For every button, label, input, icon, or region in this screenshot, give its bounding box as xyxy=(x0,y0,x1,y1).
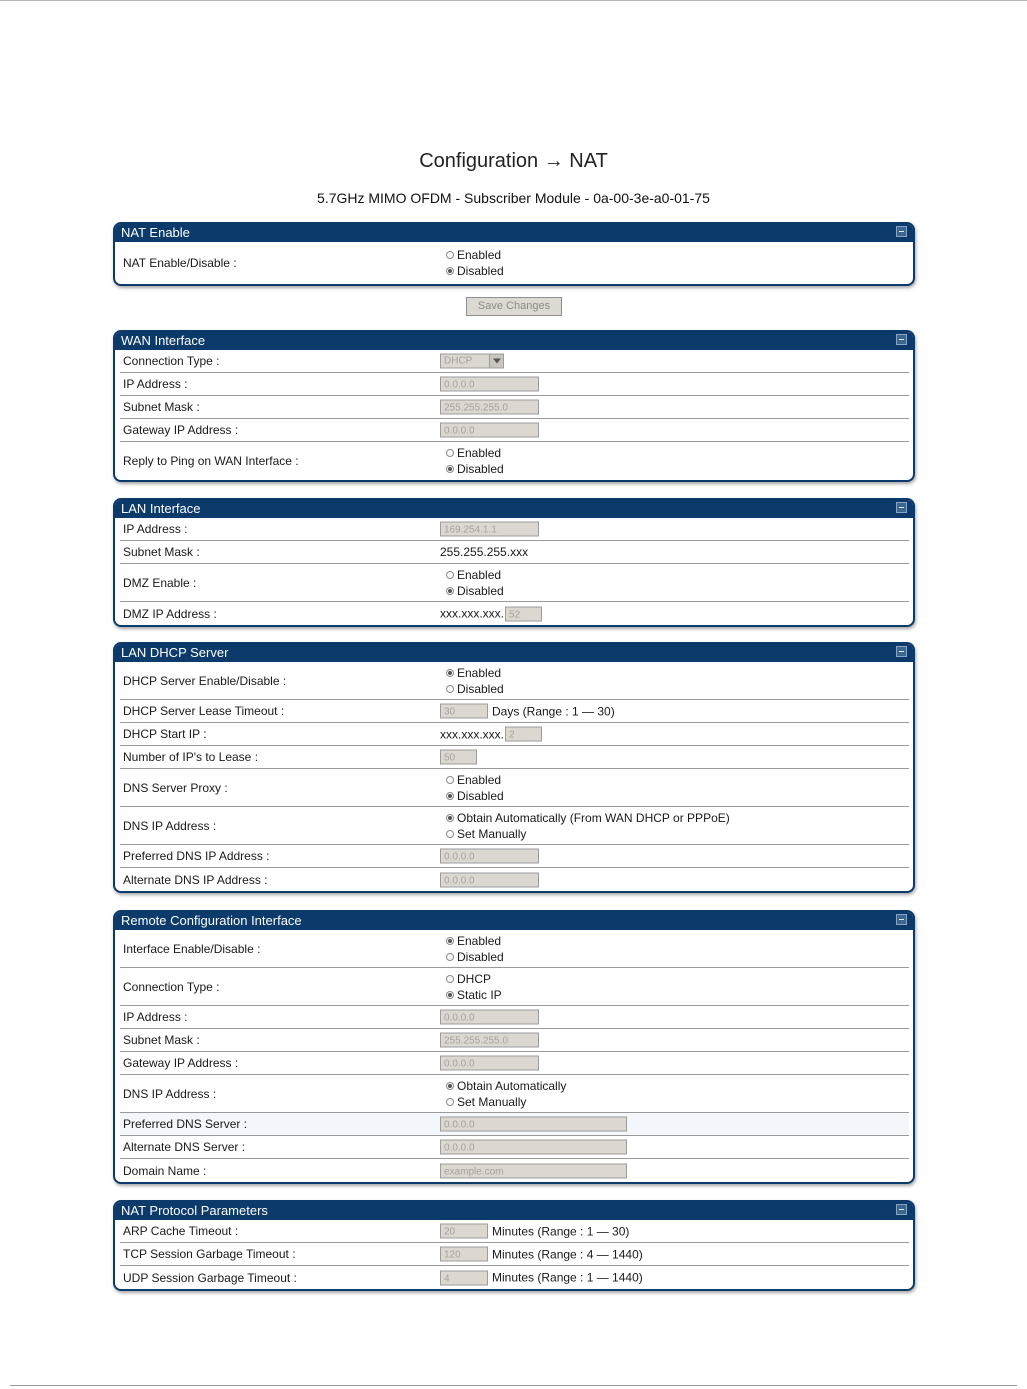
dmz-radio-group xyxy=(446,567,504,599)
radio-checked-icon[interactable] xyxy=(446,465,454,473)
dhcp-alt-dns-row xyxy=(120,868,909,891)
field-label: DMZ IP Address : xyxy=(123,606,217,621)
radio-checked-icon[interactable] xyxy=(446,814,454,822)
remote-dns-radio-group xyxy=(446,1078,566,1110)
wan-connection-type-row xyxy=(120,350,909,373)
dhcp-count-input[interactable]: 50 xyxy=(440,750,477,765)
remote-conn-row xyxy=(120,968,909,1006)
tcp-timeout-row xyxy=(120,1243,909,1266)
dmz-ip-row xyxy=(120,602,909,625)
panel-title: LAN DHCP Server xyxy=(121,645,229,660)
field-label: Reply to Ping on WAN Interface : xyxy=(123,454,299,468)
radio-icon[interactable] xyxy=(446,975,454,983)
panel-header xyxy=(115,332,913,350)
remote-ip-row xyxy=(120,1006,909,1029)
radio-option-disabled[interactable]: Disabled xyxy=(446,681,504,697)
field-label: Alternate DNS IP Address : xyxy=(123,872,268,887)
dmz-ip-prefix: xxx.xxx.xxx. xyxy=(440,606,505,621)
lan-ip-input[interactable]: 169.254.1.1 xyxy=(440,522,539,537)
radio-checked-icon[interactable] xyxy=(446,1082,454,1090)
page-subtitle: 5.7GHz MIMO OFDM - Subscriber Module - 0a-00-3e-a0-01-75 xyxy=(317,190,710,206)
remote-enable-row xyxy=(120,930,909,968)
field-label: Connection Type : xyxy=(123,354,220,368)
panel-header xyxy=(115,912,913,930)
range-hint: Minutes (Range : 1 — 1440) xyxy=(492,1270,643,1285)
wan-gateway-row xyxy=(120,419,909,442)
arp-timeout-input[interactable]: 20 xyxy=(440,1224,488,1239)
collapse-icon[interactable] xyxy=(896,1204,907,1215)
panel-title: LAN Interface xyxy=(121,501,201,516)
nat-enable-panel xyxy=(113,222,915,286)
field-label: Number of IP's to Lease : xyxy=(123,750,259,764)
dhcp-enable-radio-group xyxy=(446,665,504,697)
collapse-icon[interactable] xyxy=(896,502,907,513)
dmz-ip-input[interactable]: 52 xyxy=(505,606,542,621)
arp-timeout-row xyxy=(120,1220,909,1243)
field-label: Domain Name : xyxy=(123,1163,207,1178)
dhcp-lease-input[interactable]: 30 xyxy=(440,704,488,719)
wan-gateway-input[interactable]: 0.0.0.0 xyxy=(440,423,539,438)
dhcp-dns-radio-group xyxy=(446,810,730,842)
panel-title: NAT Protocol Parameters xyxy=(121,1203,268,1218)
remote-mask-input[interactable]: 255.255.255.0 xyxy=(440,1033,539,1048)
nat-enable-radio-group xyxy=(446,247,504,279)
tcp-timeout-input[interactable]: 120 xyxy=(440,1247,488,1262)
wan-interface-panel xyxy=(113,330,915,482)
radio-checked-icon[interactable] xyxy=(446,937,454,945)
lan-ip-row xyxy=(120,518,909,541)
field-label: ARP Cache Timeout : xyxy=(123,1224,239,1238)
radio-option-enabled[interactable]: Enabled xyxy=(446,933,504,949)
panel-header xyxy=(115,224,913,242)
panel-header xyxy=(115,500,913,518)
wan-mask-input[interactable]: 255.255.255.0 xyxy=(440,400,539,415)
field-label: Gateway IP Address : xyxy=(123,1056,239,1070)
radio-option-enabled[interactable]: Enabled xyxy=(446,665,504,681)
panel-title: Remote Configuration Interface xyxy=(121,913,302,928)
collapse-icon[interactable] xyxy=(896,914,907,925)
radio-icon[interactable] xyxy=(446,776,454,784)
udp-timeout-input[interactable]: 4 xyxy=(440,1270,488,1285)
radio-checked-icon[interactable] xyxy=(446,792,454,800)
dmz-enable-row xyxy=(120,564,909,602)
field-label: Gateway IP Address : xyxy=(123,423,239,437)
collapse-icon[interactable] xyxy=(896,646,907,657)
field-label: IP Address : xyxy=(123,522,188,536)
radio-checked-icon[interactable] xyxy=(446,587,454,595)
remote-mask-row xyxy=(120,1029,909,1052)
field-label: DNS Server Proxy : xyxy=(123,780,228,795)
nat-enable-row xyxy=(120,242,909,284)
field-label: IP Address : xyxy=(123,377,188,391)
field-label: DMZ Enable : xyxy=(123,575,197,590)
lan-dhcp-server-panel xyxy=(113,642,915,893)
field-label: Subnet Mask : xyxy=(123,1033,200,1047)
remote-conn-radio-group xyxy=(446,971,502,1003)
lan-mask-value: 255.255.255.xxx xyxy=(440,545,529,559)
field-label: DHCP Server Enable/Disable : xyxy=(123,673,287,688)
panel-header xyxy=(115,1202,913,1220)
top-rule xyxy=(0,0,1027,1)
panel-title: WAN Interface xyxy=(121,333,206,348)
remote-gateway-input[interactable]: 0.0.0.0 xyxy=(440,1056,539,1071)
wan-ping-row xyxy=(120,442,909,480)
dhcp-alt-dns-input[interactable]: 0.0.0.0 xyxy=(440,872,539,887)
radio-icon[interactable] xyxy=(446,571,454,579)
remote-gateway-row xyxy=(120,1052,909,1075)
wan-ip-row xyxy=(120,373,909,396)
radio-option-set-manually[interactable]: Set Manually xyxy=(446,826,730,842)
field-label: Subnet Mask : xyxy=(123,400,200,414)
radio-option-dhcp[interactable]: DHCP xyxy=(446,971,502,987)
field-label: DHCP Start IP : xyxy=(123,727,207,741)
wan-ping-radio-group xyxy=(446,445,504,477)
panel-title: NAT Enable xyxy=(121,225,190,240)
field-label: Interface Enable/Disable : xyxy=(123,941,261,956)
radio-option-enabled[interactable]: Enabled xyxy=(446,247,504,263)
range-hint: Days (Range : 1 — 30) xyxy=(492,704,615,718)
radio-option-disabled[interactable]: Disabled xyxy=(446,788,504,804)
dhcp-pref-dns-row xyxy=(120,845,909,868)
collapse-icon[interactable] xyxy=(896,226,907,237)
field-label: UDP Session Garbage Timeout : xyxy=(123,1270,297,1285)
save-changes-button[interactable]: Save Changes xyxy=(466,297,562,316)
field-label: DHCP Server Lease Timeout : xyxy=(123,704,285,718)
remote-alt-dns-row xyxy=(120,1136,909,1159)
radio-option-enabled[interactable]: Enabled xyxy=(446,445,504,461)
radio-icon[interactable] xyxy=(446,251,454,259)
radio-icon[interactable] xyxy=(446,1098,454,1106)
radio-checked-icon[interactable] xyxy=(446,991,454,999)
field-label: NAT Enable/Disable : xyxy=(123,256,237,270)
radio-option-enabled[interactable]: Enabled xyxy=(446,567,504,583)
nat-protocol-panel xyxy=(113,1200,915,1291)
dhcp-start-input[interactable]: 2 xyxy=(505,727,542,742)
field-label: Preferred DNS Server : xyxy=(123,1117,248,1131)
radio-icon[interactable] xyxy=(446,953,454,961)
radio-option-disabled[interactable]: Disabled xyxy=(446,263,504,279)
radio-option-disabled[interactable]: Disabled xyxy=(446,949,504,965)
dhcp-start-row xyxy=(120,723,909,746)
field-label: Alternate DNS Server : xyxy=(123,1140,246,1154)
field-label: IP Address : xyxy=(123,1010,188,1024)
panel-header xyxy=(115,644,913,662)
radio-option-set-manually[interactable]: Set Manually xyxy=(446,1094,566,1110)
dhcp-lease-row xyxy=(120,700,909,723)
connection-type-select[interactable]: DHCP xyxy=(440,354,504,369)
wan-mask-row xyxy=(120,396,909,419)
remote-domain-input[interactable]: example.com xyxy=(440,1163,627,1178)
remote-pref-dns-input[interactable]: 0.0.0.0 xyxy=(440,1117,627,1132)
range-hint: Minutes (Range : 4 — 1440) xyxy=(492,1247,643,1261)
field-label: Connection Type : xyxy=(123,979,220,994)
collapse-icon[interactable] xyxy=(896,334,907,345)
dhcp-enable-row xyxy=(120,662,909,700)
dns-proxy-radio-group xyxy=(446,772,504,804)
dhcp-start-prefix: xxx.xxx.xxx. xyxy=(440,727,505,741)
bottom-rule xyxy=(10,1385,1017,1386)
radio-icon[interactable] xyxy=(446,685,454,693)
field-label: Subnet Mask : xyxy=(123,545,200,559)
radio-option-obtain-automatically[interactable]: Obtain Automatically xyxy=(446,1078,566,1094)
dhcp-count-row xyxy=(120,746,909,769)
wan-ip-input[interactable]: 0.0.0.0 xyxy=(440,377,539,392)
radio-option-enabled[interactable]: Enabled xyxy=(446,772,504,788)
page-title: Configuration → NAT xyxy=(419,150,608,172)
radio-icon[interactable] xyxy=(446,449,454,457)
remote-dns-row xyxy=(120,1075,909,1113)
dhcp-pref-dns-input[interactable]: 0.0.0.0 xyxy=(440,849,539,864)
remote-enable-radio-group xyxy=(446,933,504,965)
dns-proxy-row xyxy=(120,769,909,807)
remote-ip-input[interactable]: 0.0.0.0 xyxy=(440,1010,539,1025)
radio-option-disabled[interactable]: Disabled xyxy=(446,583,504,599)
lan-mask-row xyxy=(120,541,909,564)
field-label: DNS IP Address : xyxy=(123,818,217,833)
remote-config-panel xyxy=(113,910,915,1184)
field-label: DNS IP Address : xyxy=(123,1086,217,1101)
radio-option-static-ip[interactable]: Static IP xyxy=(446,987,502,1003)
field-label: Preferred DNS IP Address : xyxy=(123,849,270,863)
radio-icon[interactable] xyxy=(446,830,454,838)
radio-checked-icon[interactable] xyxy=(446,669,454,677)
lan-interface-panel xyxy=(113,498,915,627)
remote-domain-row xyxy=(120,1159,909,1182)
dhcp-dns-row xyxy=(120,807,909,845)
radio-checked-icon[interactable] xyxy=(446,267,454,275)
remote-alt-dns-input[interactable]: 0.0.0.0 xyxy=(440,1140,627,1155)
field-label: TCP Session Garbage Timeout : xyxy=(123,1247,296,1261)
udp-timeout-row xyxy=(120,1266,909,1289)
radio-option-obtain-automatically[interactable]: Obtain Automatically (From WAN DHCP or PPPoE) xyxy=(446,810,730,826)
remote-pref-dns-row xyxy=(120,1113,909,1136)
radio-option-disabled[interactable]: Disabled xyxy=(446,461,504,477)
range-hint: Minutes (Range : 1 — 30) xyxy=(492,1224,630,1238)
chevron-down-icon[interactable] xyxy=(489,355,503,368)
